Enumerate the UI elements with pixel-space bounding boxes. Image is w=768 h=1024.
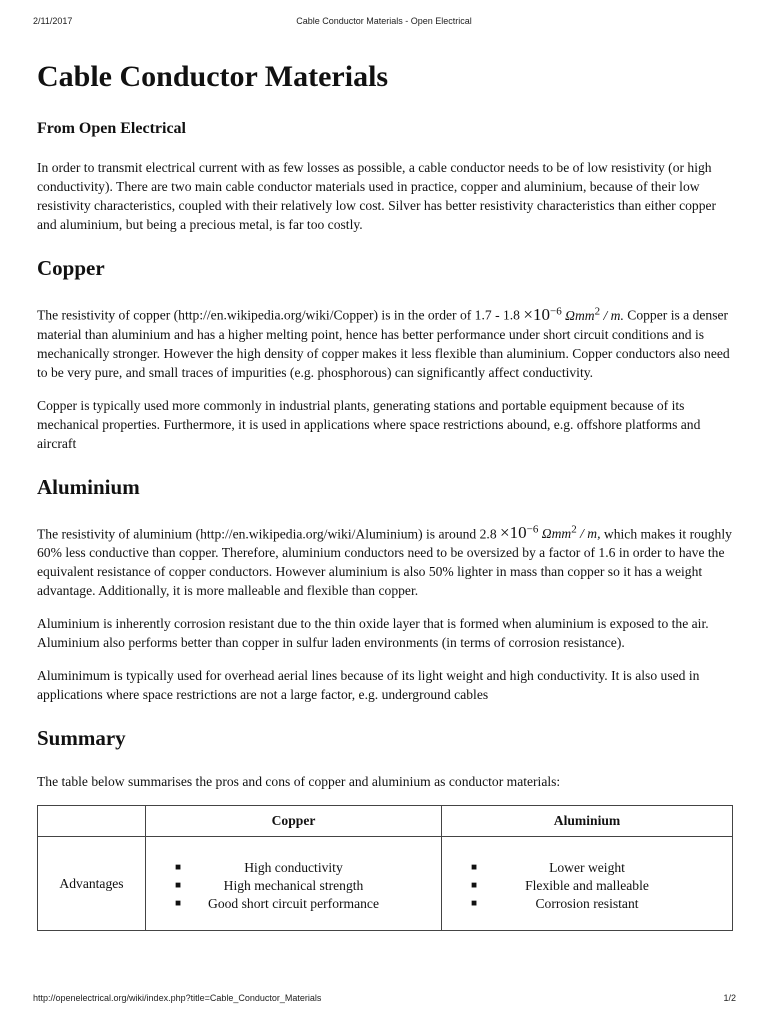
copper-paragraph-1: The resistivity of copper (http://en.wikipedia.org/wiki/Copper) is in the order of $1.7 - 1.8 \times 10^{-6}$ Ωmm$^2$ / m. Copper is a denser material than aluminium and has a higher melting point, hence has better performance under short circuit conditions and is mechanically stronger. However the high density of copper makes it less flexible than aluminium. Copper conductors also need to be very pure, and small traces of impurities (e.g. phosphorous) can significantly affect conductivity. [37,304,730,380]
list-item: ■ Good short circuit performance [175,896,379,912]
table-header-row [38,806,733,837]
table-header-empty [38,806,146,837]
aluminium-advantages [442,837,733,931]
aluminium-paragraph-1: The resistivity of aluminium (http://en.wikipedia.org/wiki/Aluminium) is around $2.8 \times 10^{-6}$ Ωmm$^2$ / m, which makes it roughly 60% less conductive than copper. Therefore, aluminium conductors need to be oversized by a factor of 1.6 in order to have the equivalent resistance of copper conductors. However aluminium is also 50% lighter in mass than copper so it has a weight advantage. Additionally, it is more malleable and flexible than copper. [37,523,732,599]
bullet-icon: ■ [175,862,182,874]
article [37,58,733,931]
list-item: ■ Flexible and malleable [471,878,649,894]
aluminium-paragraph-3: Aluminimum is typically used for overhead aerial lines because of its light weight and high conductivity. It is also used in applications where space restrictions are not a large factor, e.g. underground cables [37,668,700,703]
print-page-number: 1/2 [723,993,736,1003]
table-header-copper: Copper [146,806,442,837]
copper-heading: Copper [37,256,105,280]
bullet-icon: ■ [471,862,478,874]
bullet-icon: ■ [471,898,478,910]
copper-advantages [146,837,442,931]
list-item: ■ High mechanical strength [175,878,364,894]
page-title: Cable Conductor Materials [37,60,389,93]
copper-resistivity-formula: $\times 10^{-6}$ Ωmm$^2$ / m. [523,304,624,324]
bullet-icon: ■ [175,880,182,892]
aluminium-paragraph-2: Aluminium is inherently corrosion resistant due to the thin oxide layer that is formed when aluminium is exposed to the air. Aluminium also performs better than copper in sulfur laden environments (in terms of corrosion resistance). [37,616,709,651]
print-title: Cable Conductor Materials - Open Electrical [296,16,472,26]
copper-paragraph-2: Copper is typically used more commonly in industrial plants, generating stations and portable equipment because of its mechanical properties. Furthermore, it is used in applications where space restrictions abound, e.g. offshore platforms and aircraft [37,397,701,451]
summary-table [37,805,733,931]
list-item: ■ Corrosion resistant [471,896,639,912]
summary-heading: Summary [37,726,126,751]
summary-intro: The table below summarises the pros and cons of copper and aluminium as conductor materials: [37,774,561,790]
aluminium-resistivity-formula: $\times 10^{-6}$ Ωmm$^2$ / m, [500,523,601,543]
table-header-aluminium: Aluminium [442,806,733,837]
print-date: 2/11/2017 [33,16,73,26]
print-footer [0,993,768,1007]
print-header [0,16,768,30]
bullet-icon: ■ [175,898,182,910]
aluminium-heading: Aluminium [37,474,140,499]
page-subtitle: From Open Electrical [37,120,186,137]
list-item: ■ Lower weight [471,860,625,876]
table-row [38,837,733,931]
row-label-advantages: Advantages [38,837,146,931]
bullet-icon: ■ [471,880,478,892]
print-url: http://openelectrical.org/wiki/index.php?title=Cable_Conductor_Materials [33,993,322,1003]
list-item: ■ High conductivity [175,860,343,876]
intro-paragraph: In order to transmit electrical current with as few losses as possible, a cable conductor needs to be of low resistivity (or high conductivity). There are two main cable conductor materials used in practice, copper and aluminium, because of their low resistivity characteristics, coupled with their relatively low cost. Silver has better resistivity characteristics than either copper and aluminium, but being a precious metal, is far too costly. [37,160,717,232]
